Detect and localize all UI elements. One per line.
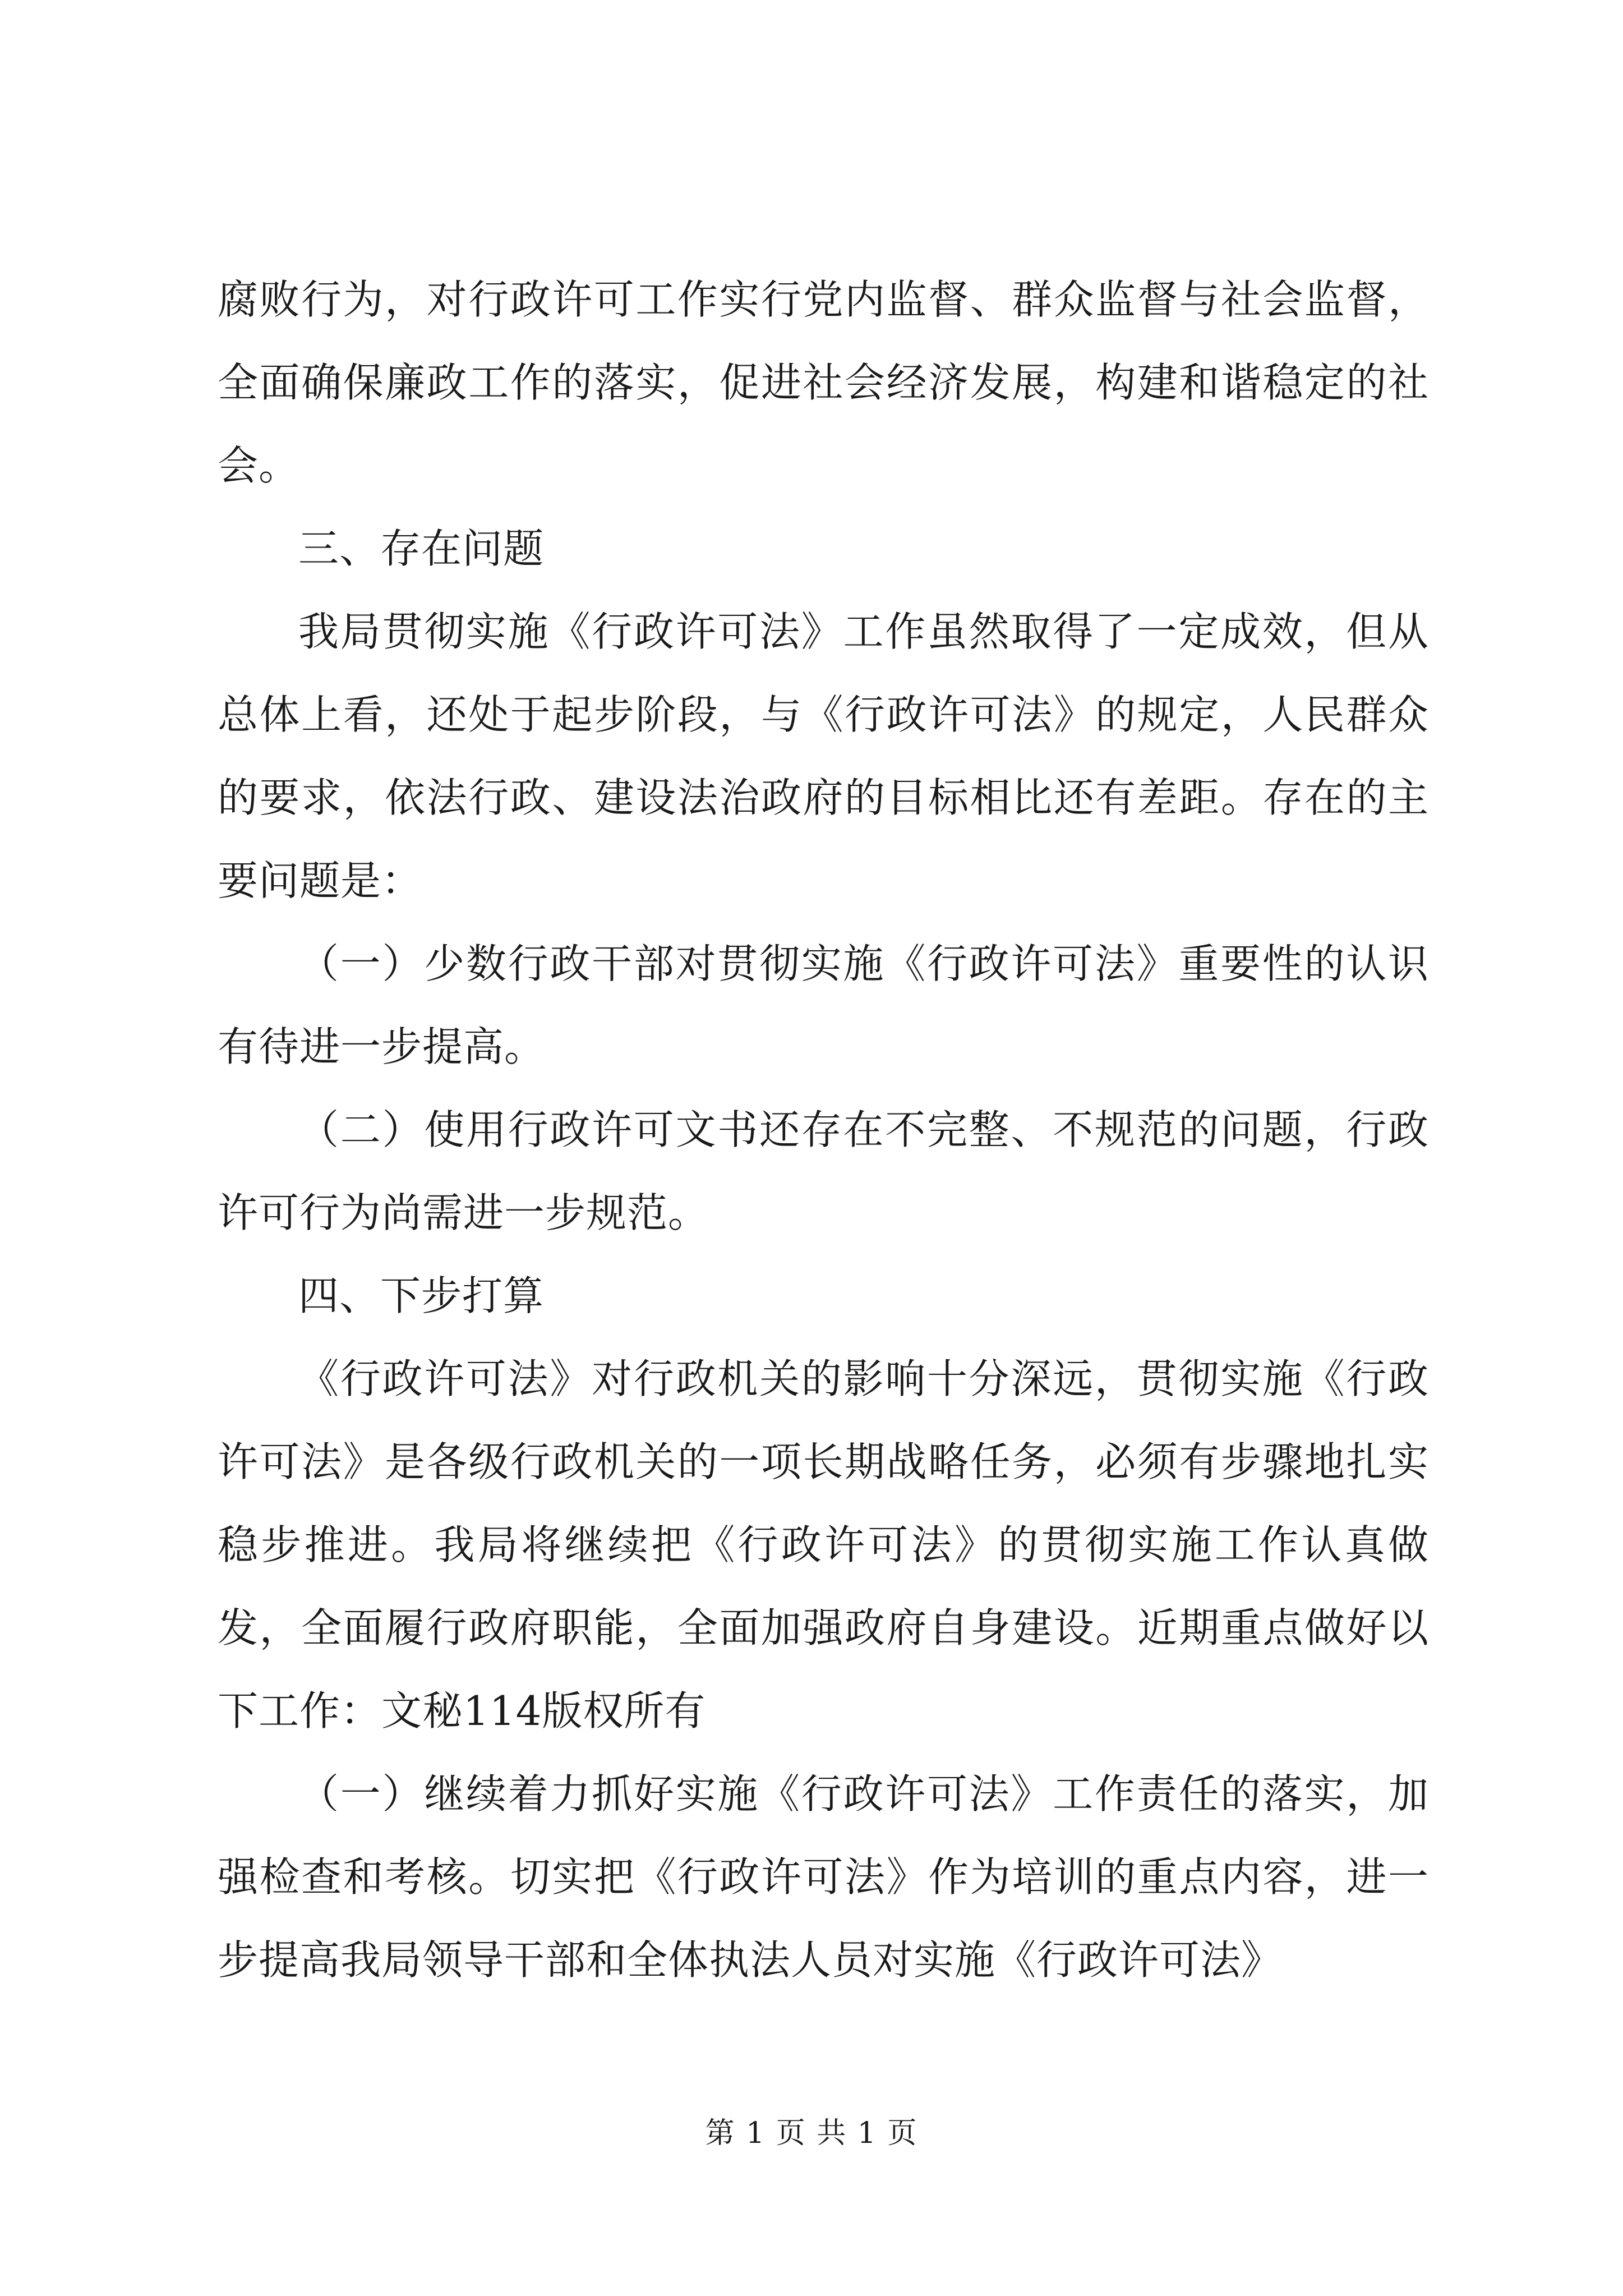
paragraph-problem-two: （二）使用行政许可文书还存在不完整、不规范的问题，行政许可行为尚需进一步规范。 <box>218 1106 1429 1236</box>
document-body <box>218 258 1429 2001</box>
paragraph-step-one: （一）继续着力抓好实施《行政许可法》工作责任的落实，加强检查和考核。切实把《行政许可法》作为培训的重点内容，进一步提高我局领导干部和全体执法人员对实施《行政许可法》 <box>218 1770 1429 1984</box>
page-footer: 第 1 页 共 1 页 <box>705 2116 918 2150</box>
section-heading-next-steps: 四、下步打算 <box>298 1272 545 1319</box>
paragraph-next-steps: 《行政许可法》对行政机关的影响十分深远，贯彻实施《行政许可法》是各级行政机关的一项长期战略任务，必须有步骤地扎实稳步推进。我局将继续把《行政许可法》的贯彻实施工作认真做发，全面履行政府职能，全面加强政府自身建设。近期重点做好以下工作：文秘114版权所有 <box>218 1355 1429 1734</box>
section-heading-problems: 三、存在问题 <box>298 525 545 572</box>
paragraph-continuation: 腐败行为，对行政许可工作实行党内监督、群众监督与社会监督，全面确保廉政工作的落实，促进社会经济发展，构建和谐稳定的社会。 <box>218 276 1429 489</box>
paragraph-problem-one: （一）少数行政干部对贯彻实施《行政许可法》重要性的认识有待进一步提高。 <box>218 940 1429 1070</box>
paragraph-achievements: 我局贯彻实施《行政许可法》工作虽然取得了一定成效，但从总体上看，还处于起步阶段，与《行政许可法》的规定，人民群众的要求，依法行政、建设法治政府的目标相比还有差距。存在的主要问题是： <box>218 608 1429 904</box>
